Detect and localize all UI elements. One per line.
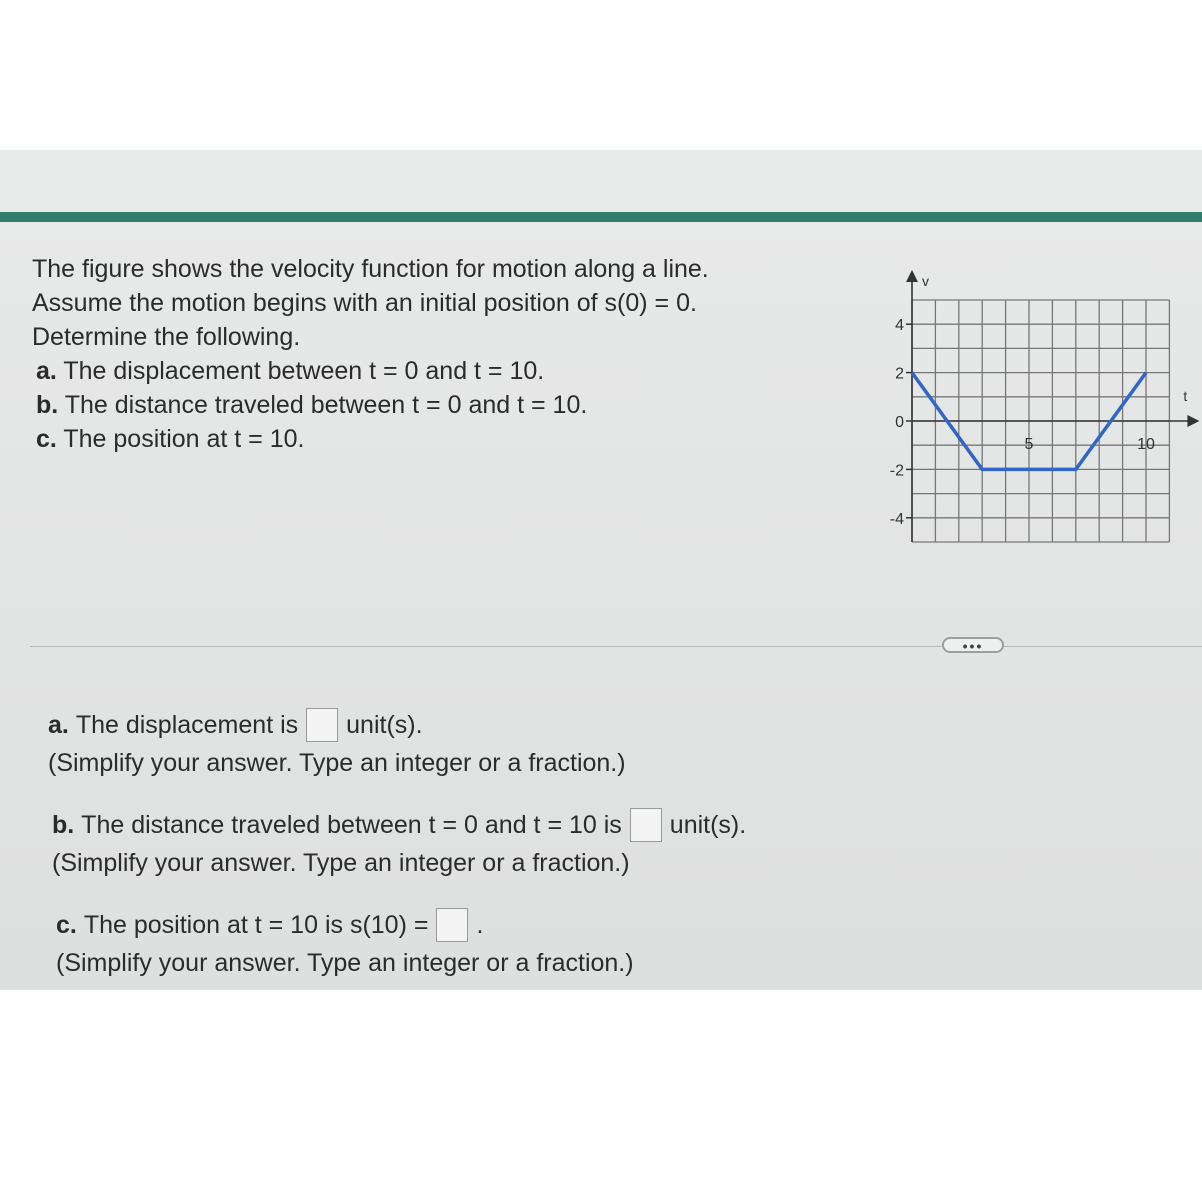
y-tick-label: -4 bbox=[889, 510, 904, 528]
answer-a-block bbox=[48, 706, 626, 782]
x-tick-label: 10 bbox=[1137, 436, 1155, 453]
question-prompt bbox=[32, 252, 709, 456]
answer-c-block bbox=[56, 906, 634, 982]
x-tick-label: 5 bbox=[1024, 436, 1034, 453]
answer-letter: b. bbox=[52, 811, 75, 839]
header-accent-bar bbox=[0, 212, 1202, 222]
answer-text: The displacement is bbox=[75, 711, 299, 739]
y-tick-label: -2 bbox=[889, 462, 904, 480]
answer-hint: (Simplify your answer. Type an integer or a fraction.) bbox=[52, 849, 630, 877]
part-text: The displacement between t = 0 and t = 10. bbox=[63, 357, 545, 385]
answer-text: The position at t = 10 is s(10) = bbox=[83, 911, 429, 939]
section-divider bbox=[30, 646, 1202, 647]
displacement-input[interactable] bbox=[306, 708, 338, 742]
velocity-graph bbox=[880, 258, 1200, 558]
y-axis-label: v bbox=[922, 273, 929, 289]
y-tick-label: 0 bbox=[895, 414, 904, 431]
more-options-button[interactable]: ••• bbox=[942, 637, 1004, 653]
part-letter: c. bbox=[36, 425, 57, 453]
answer-text: The distance traveled between t = 0 and t = 10 is bbox=[81, 811, 622, 839]
answer-hint: (Simplify your answer. Type an integer or a fraction.) bbox=[48, 749, 626, 777]
answer-unit: . bbox=[476, 911, 484, 939]
question-line: Assume the motion begins with an initial position of s(0) = 0. bbox=[32, 289, 697, 317]
answer-hint: (Simplify your answer. Type an integer or a fraction.) bbox=[56, 949, 634, 977]
answer-letter: c. bbox=[56, 911, 77, 939]
answer-unit: unit(s). bbox=[669, 811, 747, 839]
x-axis-arrow bbox=[1187, 415, 1199, 427]
part-letter: b. bbox=[36, 391, 59, 419]
y-tick-label: 2 bbox=[895, 365, 904, 383]
question-part-c bbox=[32, 422, 709, 456]
answer-unit: unit(s). bbox=[346, 711, 423, 739]
answer-b-block bbox=[52, 806, 746, 882]
question-line: Determine the following. bbox=[32, 323, 301, 351]
x-axis-label: t bbox=[1183, 388, 1188, 404]
question-part-a bbox=[32, 354, 709, 388]
part-text: The distance traveled between t = 0 and t = 10. bbox=[64, 391, 588, 419]
position-input[interactable] bbox=[436, 908, 468, 942]
answer-letter: a. bbox=[48, 711, 69, 739]
part-letter: a. bbox=[36, 357, 57, 385]
question-line: The figure shows the velocity function for motion along a line. bbox=[32, 255, 709, 283]
y-tick-label: 4 bbox=[895, 317, 904, 335]
y-axis-arrow bbox=[906, 270, 918, 282]
distance-input[interactable] bbox=[630, 808, 662, 842]
question-part-b bbox=[32, 388, 709, 422]
part-text: The position at t = 10. bbox=[63, 425, 305, 453]
